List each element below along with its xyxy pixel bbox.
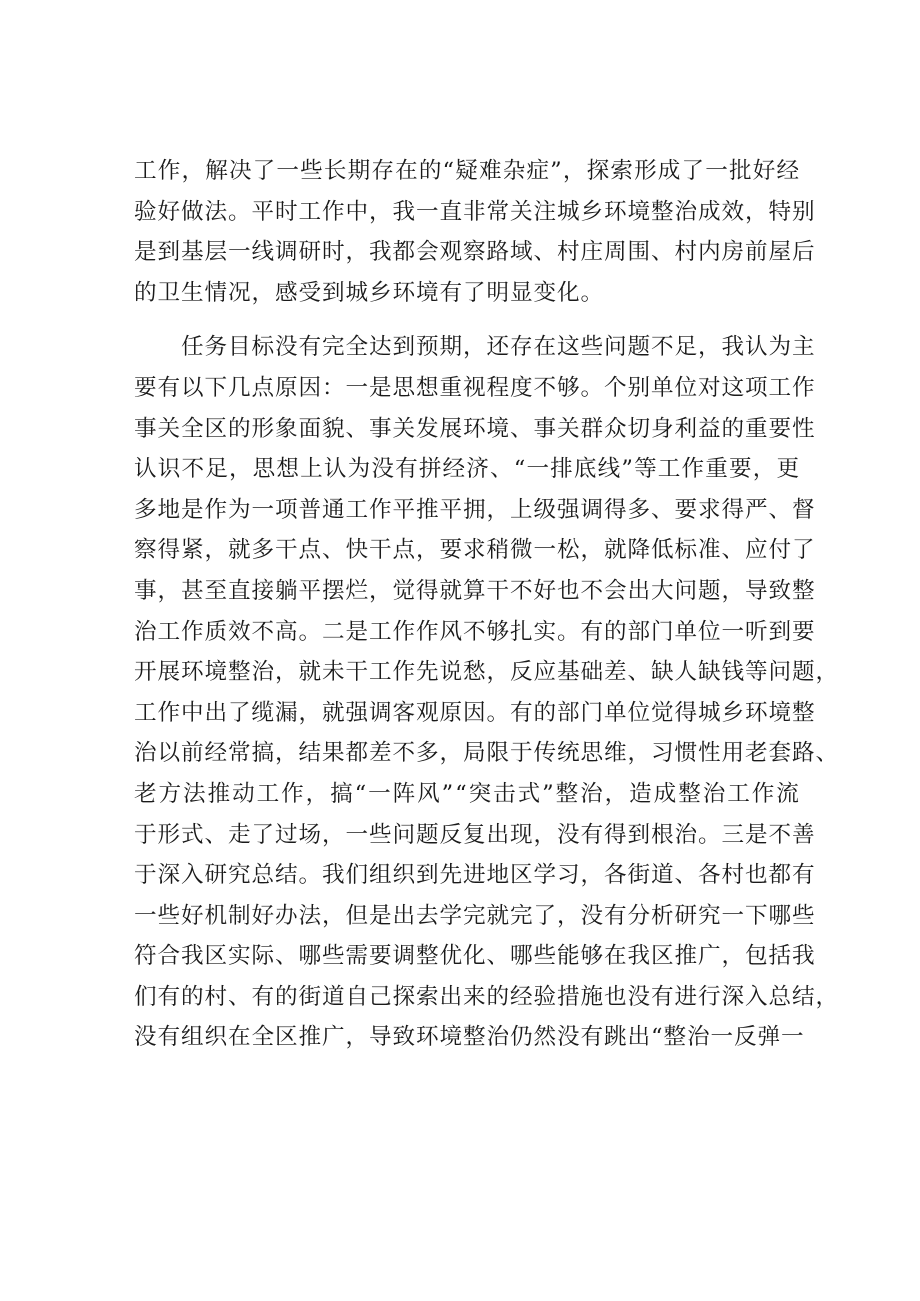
body-text bbox=[134, 151, 839, 1058]
text-line: 们 有 的 村 、 有 的 街 道 自 己 探 索 出 来 的 经 验 措 施 也 没 有 进 行 深 入 总 结 ， bbox=[134, 983, 839, 1010]
text-line: 认 识 不 足 ， 思 想 上 认 为 没 有 拼 经 济 、 “ 一 排 底 线 ” 等 工 作 重 要 ， 更 bbox=[134, 456, 800, 483]
text-line: 治 以 前 经 常 搞 ， 结 果 都 差 不 多 ， 局 限 于 传 统 思 维 ， 习 惯 性 用 老 套 路 、 bbox=[134, 740, 839, 767]
text-line: 任 务 目 标 没 有 完 全 达 到 预 期 ， 还 存 在 这 些 问 题 不 足 ， 我 认 为 主 bbox=[181, 334, 816, 361]
text-line: 事 ， 甚 至 直 接 躺 平 摆 烂 ， 觉 得 就 算 干 不 好 也 不 会 出 大 问 题 ， 导 致 整 bbox=[134, 577, 816, 604]
text-line: 于 形 式 、 走 了 过 场 ， 一 些 问 题 反 复 出 现 ， 没 有 得 到 根 治 。 三 是 不 善 bbox=[134, 821, 816, 848]
text-line: 察 得 紧 ， 就 多 干 点 、 快 干 点 ， 要 求 稍 微 一 松 ， 就 降 低 标 准 、 应 付 了 bbox=[134, 537, 816, 564]
text-line: 一 些 好 机 制 好 办 法 ， 但 是 出 去 学 完 就 完 了 ， 没 有 分 析 研 究 一 下 哪 些 bbox=[134, 902, 816, 929]
text-line: 工 作 ， 解 决 了 一 些 长 期 存 在 的 “ 疑 难 杂 症 ” ， 探 索 形 成 了 一 批 好 经 bbox=[134, 158, 800, 184]
text-line: 要 有 以 下 几 点 原 因 ： 一 是 思 想 重 视 程 度 不 够 。 个 别 单 位 对 这 项 工 作 bbox=[134, 374, 816, 401]
text-line: 多 地 是 作 为 一 项 普 通 工 作 平 推 平 拥 ， 上 级 强 调 得 多 、 要 求 得 严 、 督 bbox=[134, 496, 816, 523]
paragraph-gap bbox=[134, 313, 800, 327]
text-line: 于 深 入 研 究 总 结 。 我 们 组 织 到 先 进 地 区 学 习 ， 各 街 道 、 各 村 也 都 有 bbox=[134, 862, 816, 889]
text-line: 工 作 中 出 了 缆 漏 ， 就 强 调 客 观 原 因 。 有 的 部 门 单 位 觉 得 城 乡 环 境 整 bbox=[134, 699, 816, 726]
text-line: 的 卫 生 情 况 ， 感 受 到 城 乡 环 境 有 了 明 显 变 化 。 bbox=[134, 279, 604, 306]
text-line: 符 合 我 区 实 际 、 哪 些 需 要 调 整 优 化 、 哪 些 能 够 在 我 区 推 广 ， 包 括 我 bbox=[134, 943, 816, 970]
text-line: 老 方 法 推 动 工 作 ， 搞 “ 一 阵 风 ” “ 突 击 式 ” 整 治 ， 造 成 整 治 工 作 流 bbox=[134, 780, 800, 807]
paragraph-1 bbox=[134, 151, 816, 313]
text-line: 是 到 基 层 一 线 调 研 时 ， 我 都 会 观 察 路 域 、 村 庄 周 围 、 村 内 房 前 屋 后 bbox=[134, 239, 816, 266]
text-line: 治 工 作 质 效 不 高 。 二 是 工 作 作 风 不 够 扎 实 。 有 的 部 门 单 位 一 听 到 要 bbox=[134, 618, 816, 645]
text-line: 开 展 环 境 整 治 ， 就 未 干 工 作 先 说 愁 ， 反 应 基 础 差 、 缺 人 缺 钱 等 问 题 ， bbox=[134, 659, 839, 686]
text-line: 事 关 全 区 的 形 象 面 貌 、 事 关 发 展 环 境 、 事 关 群 众 切 身 利 益 的 重 要 性 bbox=[134, 415, 816, 442]
text-line: 验 好 做 法 。 平 时 工 作 中 ， 我 一 直 非 常 关 注 城 乡 环 境 整 治 成 效 ， 特 别 bbox=[134, 198, 816, 225]
paragraph-2 bbox=[134, 327, 839, 1058]
text-line: 没 有 组 织 在 全 区 推 广 ， 导 致 环 境 整 治 仍 然 没 有 跳 出 “ 整 治 一 反 弹 一 bbox=[134, 1024, 805, 1051]
